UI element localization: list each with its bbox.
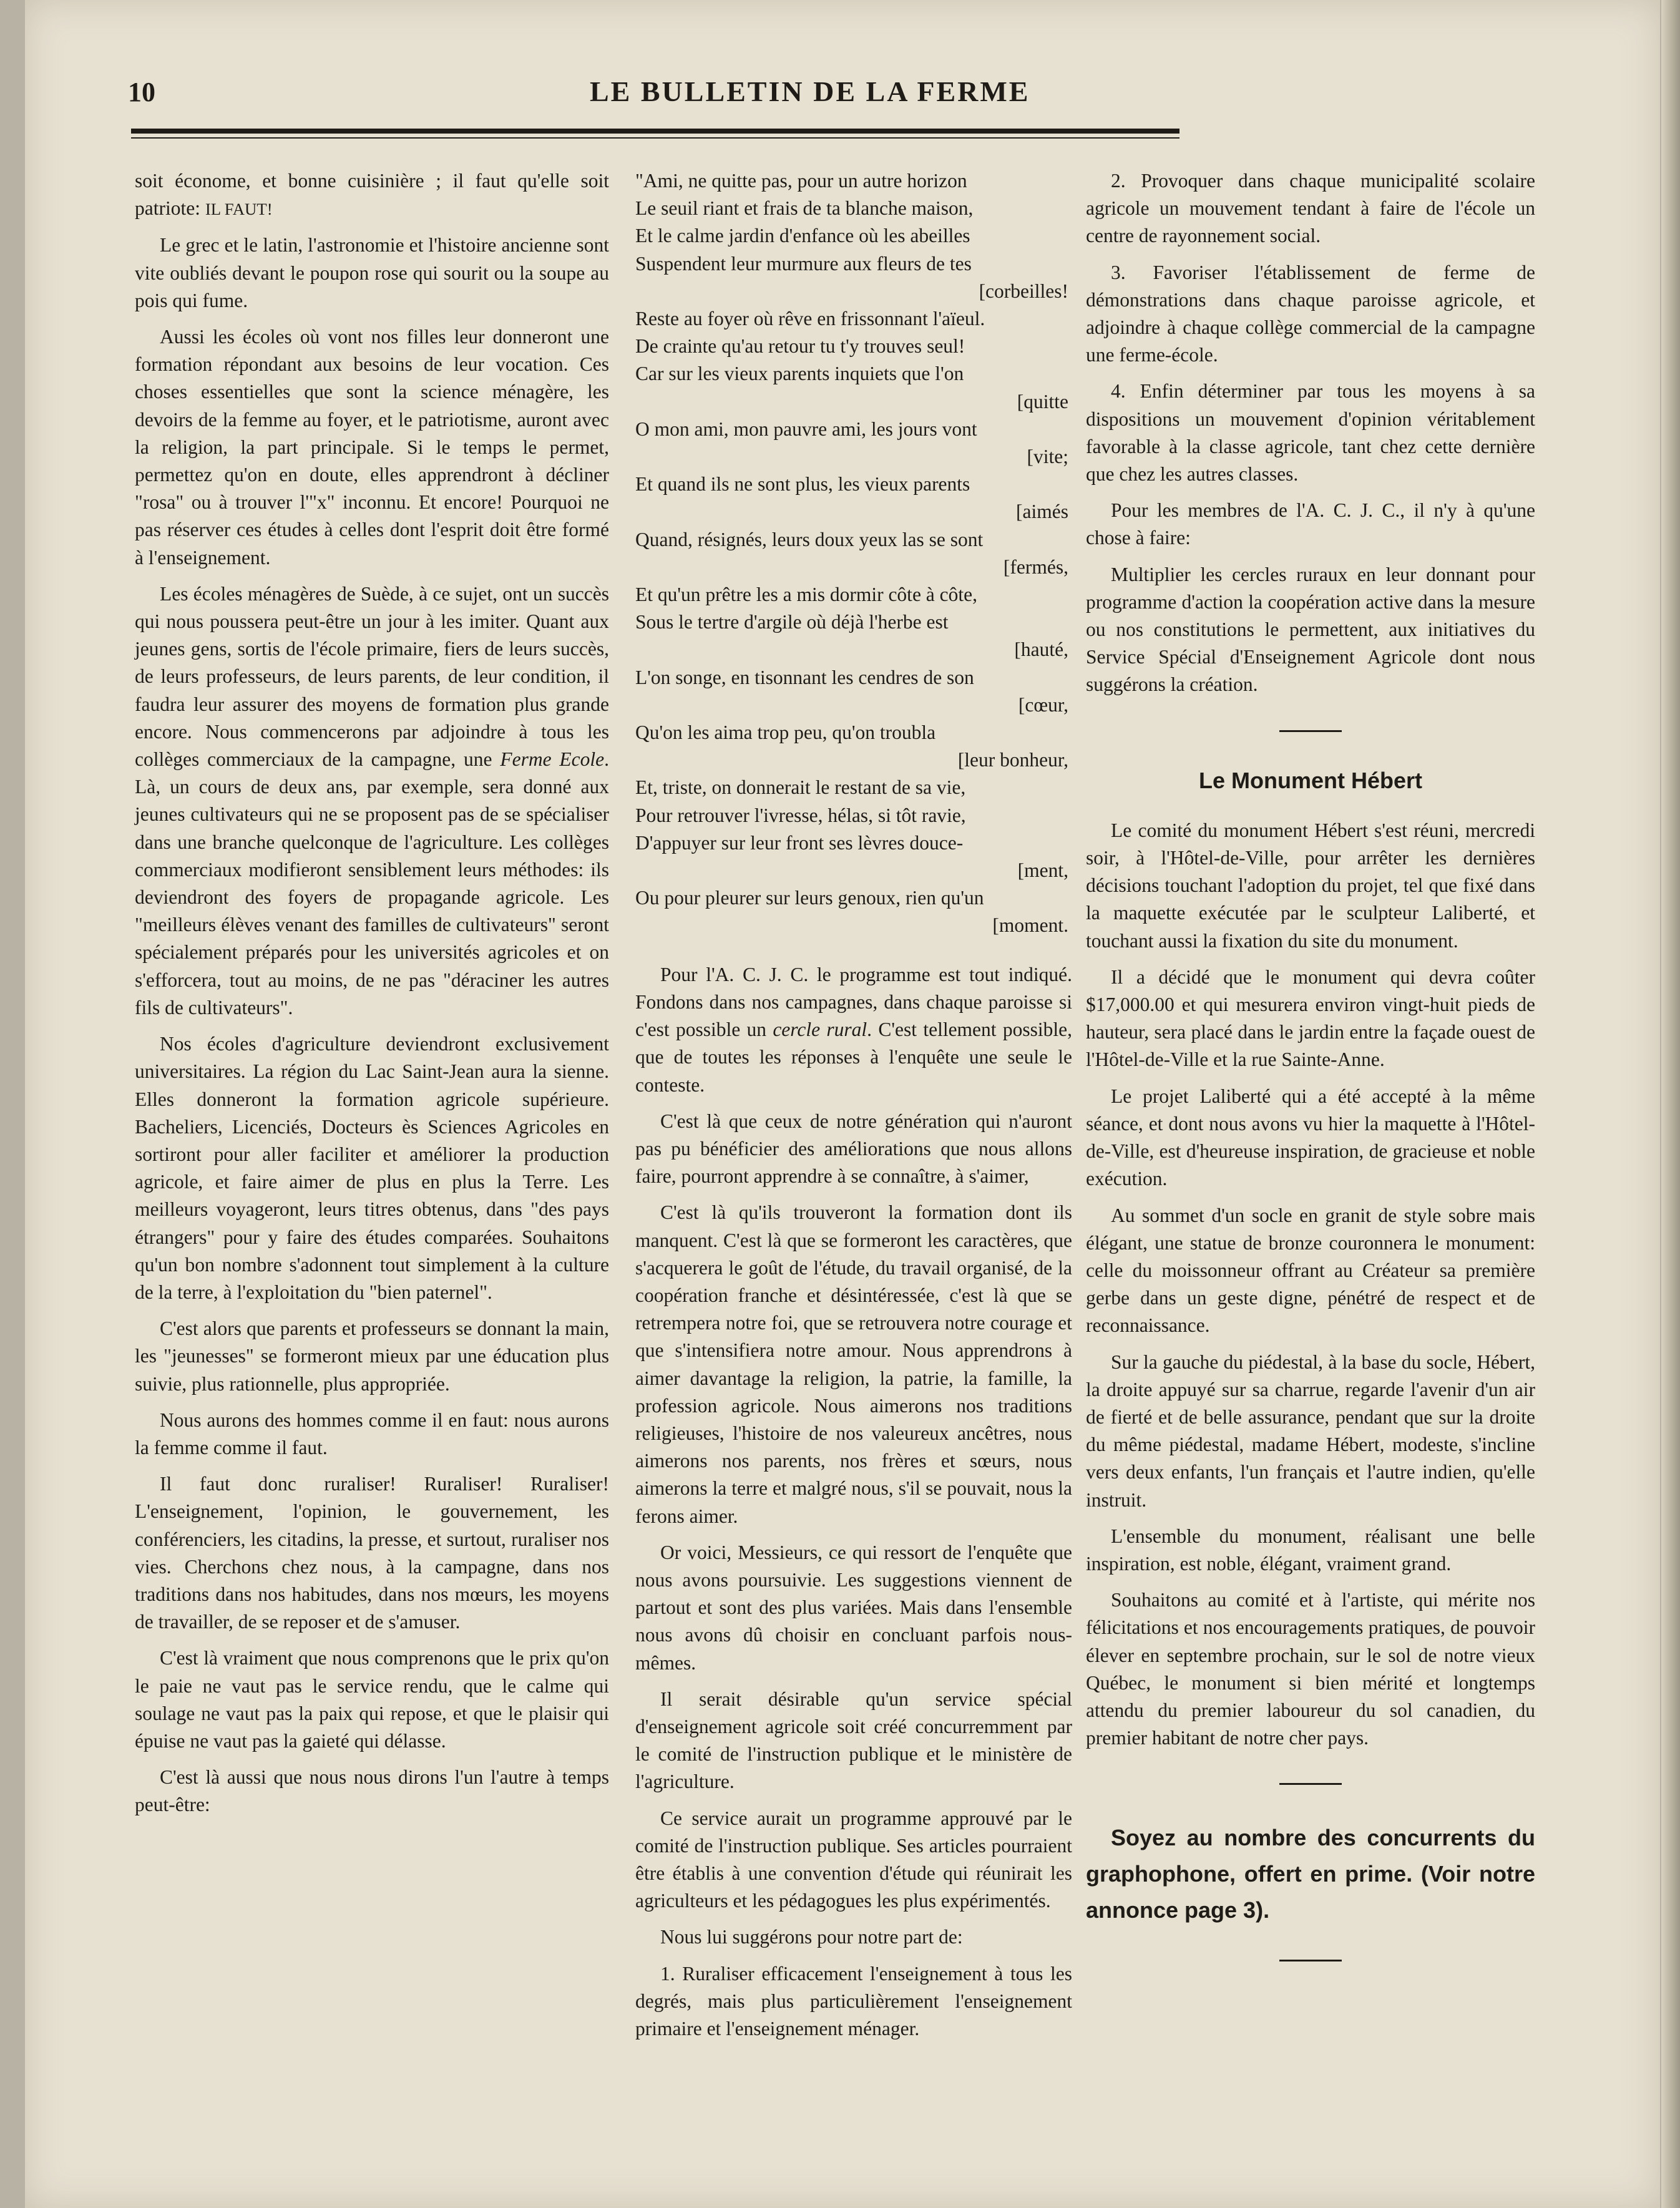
paragraph: C'est là aussi que nous nous dirons l'un l'autre à temps peut-être:: [135, 1766, 609, 1816]
section-separator: [1279, 730, 1342, 732]
poem-line: Le seuil riant et frais de ta blanche maison,: [635, 197, 974, 220]
section-separator: [1279, 1960, 1342, 1961]
paragraph: Le projet Laliberté qui a été accepté à la même séance, et dont nous avons vu hier la maquette à l'Hôtel-de-Ville, est d'heureuse inspiration, de gracieuse et noble exécution.: [1086, 1085, 1535, 1190]
text-run: . Là, un cours de deux ans, par exemple, sera donné aux jeunes cultivateurs qui ne se proposent pas de se spécialiser dans une branche quelconque de l'agriculture. Les collèges commerciaux modifieront sensiblement leurs méthodes: ils deviendront des foyers de propagande agricole. Les "meilleurs élèves venant des familles de cultivateurs" seront spécialement préparés pour les universités agricoles et on s'efforcera, tout au moins, de ne pas "déraciner les autres fils de cultivateurs".: [135, 748, 610, 1019]
poem-line: Suspendent leur murmure aux fleurs de tes: [635, 252, 972, 275]
poem-line-continuation: [aimés: [1016, 501, 1068, 523]
paragraph: Sur la gauche du piédestal, à la base du socle, Hébert, la droite appuyé sur sa charrue, regarde l'avenir d'un air de fierté et de belle assurance, pendant que sur la droite du même piédestal, madame Hébert, modeste, s'incline vers deux enfants, l'un français et l'autre indien, qu'elle instruit.: [1086, 1351, 1535, 1511]
paragraph: C'est alors que parents et professeurs se donnant la main, les "jeunesses" se formeront mieux par une éducation plus suivie, plus rationnelle, plus appropriée.: [135, 1317, 609, 1395]
paragraph: C'est là que ceux de notre génération qui n'auront pas pu bénéficier des améliorations que nous allons faire, pourront apprendre à se connaître, à s'aimer,: [635, 1110, 1072, 1188]
text-run: Pour l'A. C. J. C. le programme est tout indiqué. Fondons dans nos campagnes, dans chaque paroisse si c'est possible un: [635, 963, 1072, 1041]
paragraph: Le grec et le latin, l'astronomie et l'histoire ancienne sont vite oubliés devant le poupon rose qui sourit ou la soupe au pois qui fume.: [135, 234, 609, 311]
emphasis-italic: Ferme Ecole: [500, 748, 605, 771]
poem-line: O mon ami, mon pauvre ami, les jours vont: [635, 418, 977, 440]
emphasis-caps: IL FAUT!: [205, 200, 273, 219]
section-title: Le Monument Hébert: [1198, 767, 1422, 793]
paragraph: C'est là vraiment que nous comprenons que le prix qu'on le paie ne vaut pas le service rendu, que le calme qui soulage ne vaut pas la paix qui repose, et que le plaisir qui épuise ne vaut pas la gaieté qui délasse.: [135, 1647, 609, 1752]
paragraph: Il faut donc ruraliser! Ruraliser! Ruraliser! L'enseignement, l'opinion, le gouvernement, les conférenciers, les citadins, la presse, et surtout, ruraliser nos vies. Cherchons chez nous, à la campagne, dans nos traditions dans nos habitudes, dans nos mœurs, les moyens de travailler, de se reposer et de s'amuser.: [135, 1473, 609, 1633]
page-edge: [1661, 0, 1680, 2208]
paragraph: C'est là qu'ils trouveront la formation dont ils manquent. C'est là que se formeront les caractères, que s'acquerera le goût de l'étude, du travail organisé, de la coopération franche et désintéressée, c'est là que se retrempera notre foi, que se retrouvera notre courage et que s'intensifiera notre amour. Nous apprendrons à aimer davantage la religion, la patrie, la famille, la profession agricole. Nous aimerons nos traditions religieuses, l'histoire de nos valeureux ancêtres, nous aimerons nos parents, nos frères et sœurs, nous aimerons la terre et malgré nous, s'il se pouvait, nous la ferons aimer.: [635, 1201, 1072, 1527]
paragraph: Nous aurons des hommes comme il en faut: nous aurons la femme comme il faut.: [135, 1409, 609, 1458]
poem-line-continuation: [moment.: [992, 914, 1068, 937]
poem-line: De crainte qu'au retour tu t'y trouves seul!: [635, 335, 965, 358]
poem-line: Quand, résignés, leurs doux yeux las se sont: [635, 528, 984, 550]
poem-line: Pour retrouver l'ivresse, hélas, si tôt ravie,: [635, 804, 966, 826]
header-rule-thick: [131, 129, 1179, 134]
poem-line: Sous le tertre d'argile où déjà l'herbe est: [635, 611, 949, 633]
poem-line-continuation: [vite;: [1027, 446, 1068, 468]
header-rule-thin: [131, 137, 1179, 139]
poem-line-continuation: [cœur,: [1018, 693, 1068, 716]
paragraph: [635, 961, 1072, 1099]
page-header: [128, 70, 1183, 114]
emphasis-italic: cercle rural: [773, 1019, 867, 1041]
poem-line: Et quand ils ne sont plus, les vieux parents: [635, 473, 970, 496]
poem-line: Et qu'un prêtre les a mis dormir côte à côte,: [635, 584, 977, 606]
paragraph: [135, 167, 609, 223]
paragraph: 2. Provoquer dans chaque municipalité scolaire agricole un mouvement tendant à faire de l'école un centre de rayonnement social.: [1086, 170, 1535, 247]
poem: [635, 167, 1072, 940]
section-separator: [1279, 1783, 1342, 1785]
poem-line-continuation: [ment,: [1017, 859, 1068, 882]
column-1: [135, 167, 609, 1828]
poem-line-continuation: [hauté,: [1014, 638, 1068, 661]
paragraph: [135, 580, 609, 1022]
announcement: Soyez au nombre des concurrents du graphophone, offert en prime. (Voir notre annonce page 3).: [1086, 1825, 1535, 1923]
poem-line: Reste au foyer où rêve en frissonnant l'aïeul.: [635, 308, 985, 330]
column-2: [635, 167, 1072, 2051]
poem-line-continuation: [fermés,: [1003, 555, 1068, 578]
paragraph: 1. Ruraliser efficacement l'enseignement à tous les degrés, mais plus particulièrement l'enseignement primaire et l'enseignement ménager.: [635, 1962, 1072, 2039]
paragraph: Nos écoles d'agriculture deviendront exclusivement universitaires. La région du Lac Saint-Jean aura la sienne. Elles donneront la formation agricole supérieure. Bacheliers, Licenciés, Docteurs ès Sciences Agricoles en sortiront pour aller faciliter et améliorer la production agricole, et faire aimer de plus en plus la Terre. Les meilleurs voyageront, leurs titres obtenus, dans "des pays étrangers" pour y faire des études comparées. Souhaitons qu'un bon nombre s'adonnent tout simplement à la culture de la terre, à l'exploitation du "bien paternel".: [135, 1033, 609, 1303]
paragraph: Ce service aurait un programme approuvé par le comité de l'instruction publique. Ses articles pourraient être établis à une convention d'étude qui réunirait les agriculteurs et les pédagogues les plus expérimentés.: [635, 1807, 1072, 1912]
poem-line: L'on songe, en tisonnant les cendres de son: [635, 666, 974, 688]
poem-line: Qu'on les aima trop peu, qu'on troubla: [635, 721, 936, 744]
paragraph: Il serait désirable qu'un service spécial d'enseignement agricole soit créé concurremment par le comité de l'instruction publique et le ministère de l'agriculture.: [635, 1688, 1072, 1793]
poem-line: Et le calme jardin d'enfance où les abeilles: [635, 225, 970, 247]
poem-line: "Ami, ne quitte pas, pour un autre horizon: [635, 170, 967, 192]
text-run: Les écoles ménagères de Suède, à ce sujet, ont un succès qui nous poussera peut-être un jour à les imiter. Quant aux jeunes gens, sortis de l'école primaire, fiers de leurs succès, de leurs professeurs, de leurs parents, de leur condition, il faudra leur assurer des moyens de formation plus grande encore. Nous commencerons par adjoindre à tous les collèges commerciaux de la campagne, une: [135, 582, 609, 771]
poem-line-continuation: [corbeilles!: [979, 280, 1068, 302]
text-run: soit économe, et bonne cuisinière ; il faut qu'elle soit patriote:: [135, 170, 609, 220]
page-number: 10: [128, 77, 155, 107]
poem-line: Car sur les vieux parents inquiets que l'on: [635, 363, 964, 385]
poem-line: Ou pour pleurer sur leurs genoux, rien qu'un: [635, 887, 984, 909]
paragraph: 3. Favoriser l'établissement de ferme de démonstrations dans chaque paroisse agricole, et adjoindre à chaque collège commercial de la campagne une ferme-école.: [1086, 261, 1535, 366]
poem-line-continuation: [quitte: [1017, 390, 1068, 413]
column-3: [1086, 167, 1535, 1996]
paragraph: 4. Enfin déterminer par tous les moyens à sa dispositions un mouvement d'opinion véritablement favorable à la classe agricole, tant chez cette dernière que chez les autres classes.: [1086, 380, 1535, 486]
paragraph: Pour les membres de l'A. C. J. C., il n'y à qu'une chose à faire:: [1086, 499, 1535, 549]
paragraph: Or voici, Messieurs, ce qui ressort de l'enquête que nous avons poursuivie. Les suggestions viennent de partout et sont des plus variées. Mais dans l'ensemble nous avons dû choisir en concluant parfois nous-mêmes.: [635, 1541, 1072, 1674]
paragraph: Le comité du monument Hébert s'est réuni, mercredi soir, à l'Hôtel-de-Ville, pour arrêter les dernières décisions touchant l'adoption du projet, tel que fixé dans la maquette exécutée par le sculpteur Laliberté, et touchant aussi la fixation du site du monument.: [1086, 819, 1535, 952]
paragraph: Il a décidé que le monument qui devra coûter $17,000.00 et qui mesurera environ vingt-huit pieds de hauteur, sera placé dans le jardin entre la façade ouest de l'Hôtel-de-Ville et la rue Sainte-Anne.: [1086, 965, 1535, 1071]
poem-line-continuation: [leur bonheur,: [957, 749, 1068, 771]
poem-line: D'appuyer sur leur front ses lèvres douce-: [635, 831, 964, 854]
paragraph: Souhaitons au comité et à l'artiste, qui mérite nos félicitations et nos encouragements pratiques, de pouvoir élever en septembre prochain, sur le sol de notre vieux Québec, le monument si bien mérité et longtemps attendu du premier laboureur du sol canadien, du premier habitant de notre cher pays.: [1086, 1589, 1535, 1749]
paragraph: Nous lui suggérons pour notre part de:: [660, 1926, 963, 1948]
paragraph: L'ensemble du monument, réalisant une belle inspiration, est noble, élégant, vraiment grand.: [1086, 1525, 1535, 1575]
text-run: . C'est tellement possible, que de toutes les réponses à l'enquête une seule le conteste.: [635, 1019, 1072, 1096]
paragraph: Au sommet d'un socle en granit de style sobre mais élégant, une statue de bronze couronnera le monument: celle du moissonneur offrant au Créateur sa première gerbe dans un geste digne, pénétré de respect et de reconnaissance.: [1086, 1204, 1535, 1337]
paragraph: Aussi les écoles où vont nos filles leur donneront une formation répondant aux besoins de leur vocation. Ces choses essentielles que sont la science ménagère, les devoirs de la femme au foyer, et le patriotisme, auront avec la religion, la part principale. Si le temps le permet, permettez qu'on en doute, elles apprendront à décliner "rosa" ou à trouver l'"x" inconnu. Et encore! Pourquoi ne pas réserver ces études à celles dont l'esprit doit être formé à l'enseignement.: [135, 326, 609, 569]
masthead-title: LE BULLETIN DE LA FERME: [590, 76, 1030, 107]
poem-line: Et, triste, on donnerait le restant de sa vie,: [635, 776, 966, 799]
paragraph: Multiplier les cercles ruraux en leur donnant pour programme d'action la coopération active dans la mesure ou nos constitutions le permettent, aux initiatives du Service Spécial d'Enseignement Agricole dont nous suggérons la création.: [1086, 563, 1535, 696]
